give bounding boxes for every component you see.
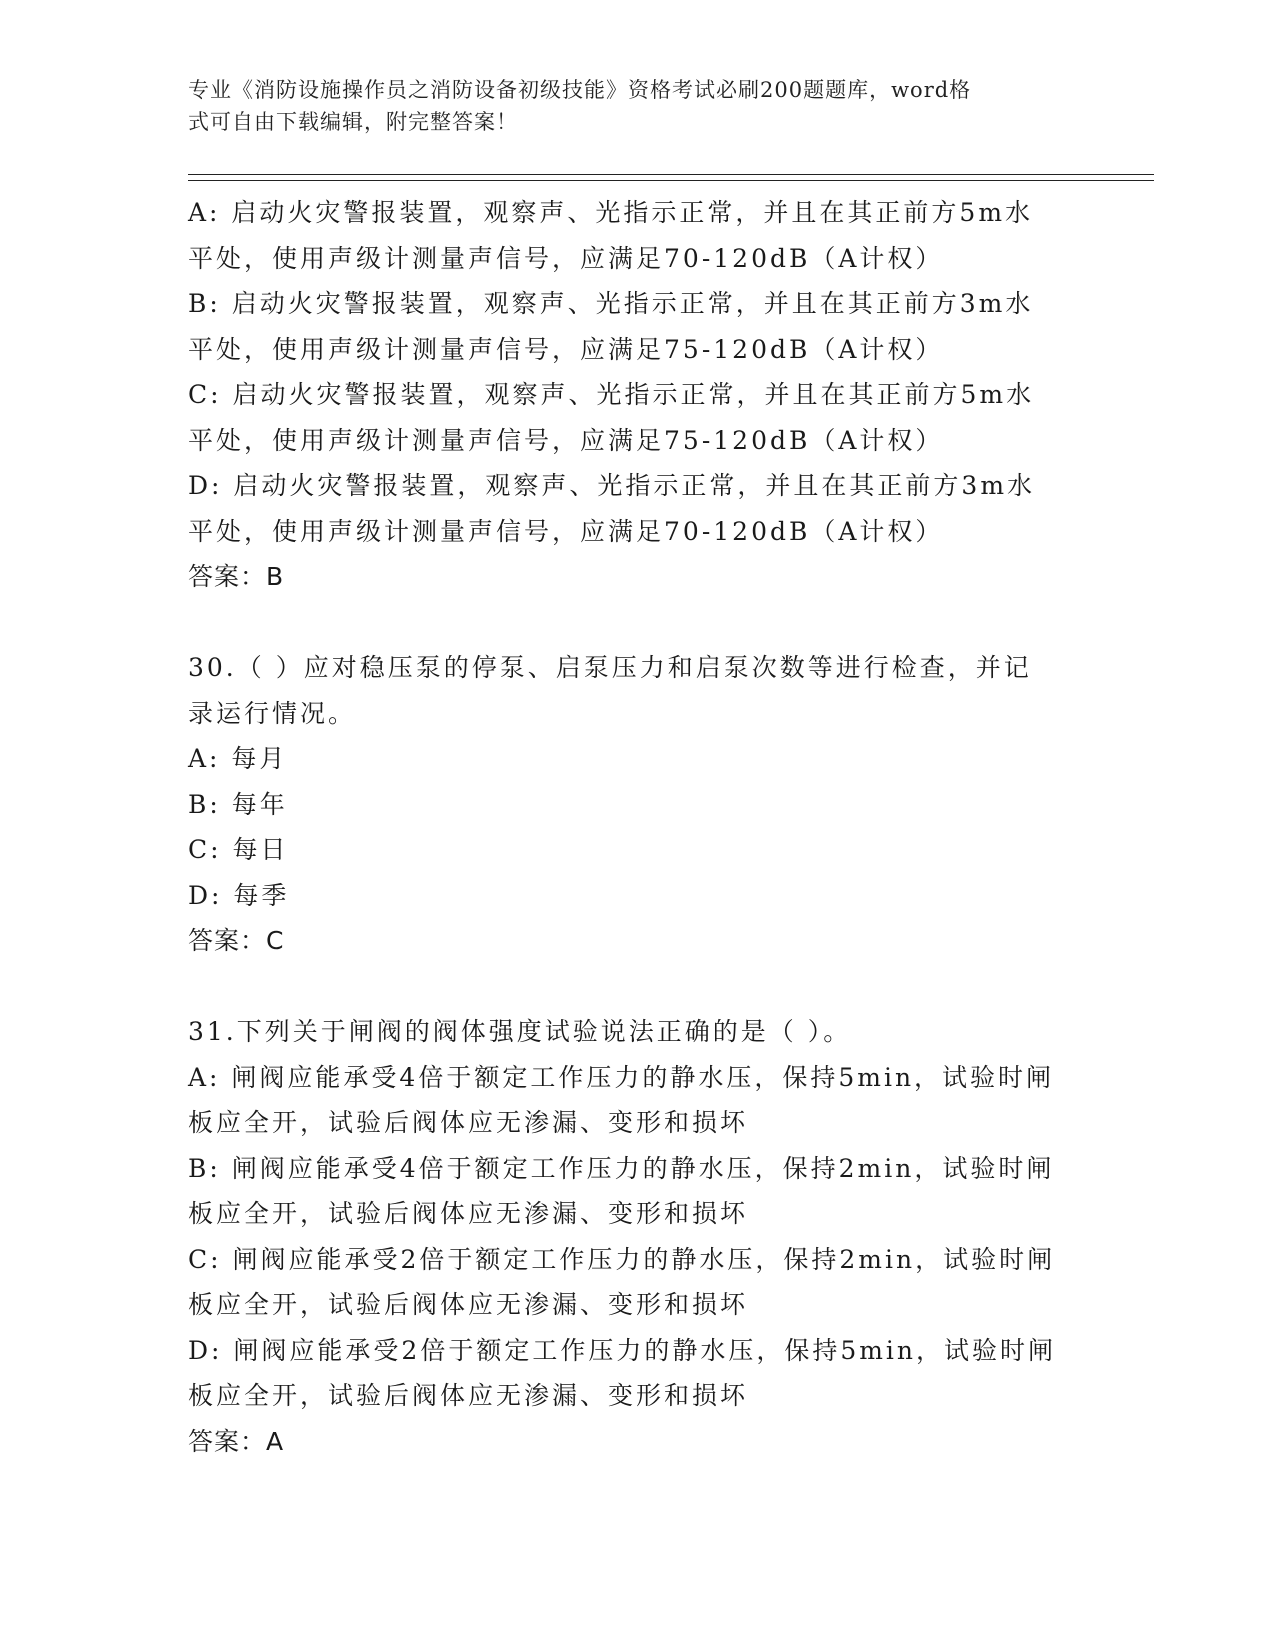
option-d-line-1: D: 启动火灾警报装置，观察声、光指示正常，并且在其正前方3m水 — [188, 471, 1036, 500]
question-30 — [188, 645, 1088, 964]
question-31 — [188, 1009, 1088, 1464]
option-a-line-1: A: 闸阀应能承受4倍于额定工作压力的静水压，保持5min，试验时闸 — [188, 1062, 1055, 1092]
option-a: A: 每月 — [188, 744, 288, 773]
option-d-line-1: D: 闸阀应能承受2倍于额定工作压力的静水压，保持5min，试验时闸 — [188, 1335, 1057, 1365]
question-31-stem: 31.下列关于闸阀的阀体强度试验说法正确的是（ ）。 — [188, 1017, 852, 1046]
header-line-1: 专业《消防设施操作员之消防设备初级技能》资格考试必刷200题题库，word格 — [188, 78, 972, 102]
option-a-line-2: 平处，使用声级计测量声信号，应满足70-120dB（A计权） — [188, 243, 944, 273]
question-29-options — [188, 190, 1088, 600]
answer-29: 答案：B — [188, 562, 285, 591]
option-c-line-1: C: 闸阀应能承受2倍于额定工作压力的静水压，保持2min，试验时闸 — [188, 1244, 1056, 1274]
option-d-line-2: 板应全开，试验后阀体应无渗漏、变形和损坏 — [188, 1381, 749, 1410]
option-c-line-2: 板应全开，试验后阀体应无渗漏、变形和损坏 — [188, 1290, 749, 1319]
option-d: D: 每季 — [188, 880, 290, 910]
spacer — [188, 600, 1088, 646]
spacer — [188, 964, 1088, 1010]
option-c-line-1: C: 启动火灾警报装置，观察声、光指示正常，并且在其正前方5m水 — [188, 380, 1035, 409]
header-rule-bottom — [188, 180, 1154, 181]
option-b-line-1: B: 启动火灾警报装置，观察声、光指示正常，并且在其正前方3m水 — [188, 289, 1034, 318]
document-header — [188, 74, 1068, 138]
answer-31: 答案：A — [188, 1426, 285, 1456]
question-30-stem-line-1: 30.（ ）应对稳压泵的停泵、启泵压力和启泵次数等进行检查，并记 — [188, 653, 1032, 682]
option-d-line-2: 平处，使用声级计测量声信号，应满足70-120dB（A计权） — [188, 516, 944, 546]
question-30-stem-line-2: 录运行情况。 — [188, 698, 357, 728]
option-b: B: 每年 — [188, 789, 288, 819]
document-body — [188, 190, 1088, 1464]
option-b-line-2: 板应全开，试验后阀体应无渗漏、变形和损坏 — [188, 1199, 749, 1228]
option-c: C: 每日 — [188, 835, 289, 864]
option-c-line-2: 平处，使用声级计测量声信号，应满足75-120dB（A计权） — [188, 425, 944, 455]
option-b-line-2: 平处，使用声级计测量声信号，应满足75-120dB（A计权） — [188, 334, 944, 364]
option-b-line-1: B: 闸阀应能承受4倍于额定工作压力的静水压，保持2min，试验时闸 — [188, 1153, 1055, 1183]
option-a-line-1: A: 启动火灾警报装置，观察声、光指示正常，并且在其正前方5m水 — [188, 198, 1034, 227]
header-rule-top — [188, 174, 1154, 175]
answer-30: 答案：C — [188, 926, 285, 955]
header-line-2: 式可自由下载编辑，附完整答案！ — [188, 110, 518, 134]
option-a-line-2: 板应全开，试验后阀体应无渗漏、变形和损坏 — [188, 1108, 749, 1137]
